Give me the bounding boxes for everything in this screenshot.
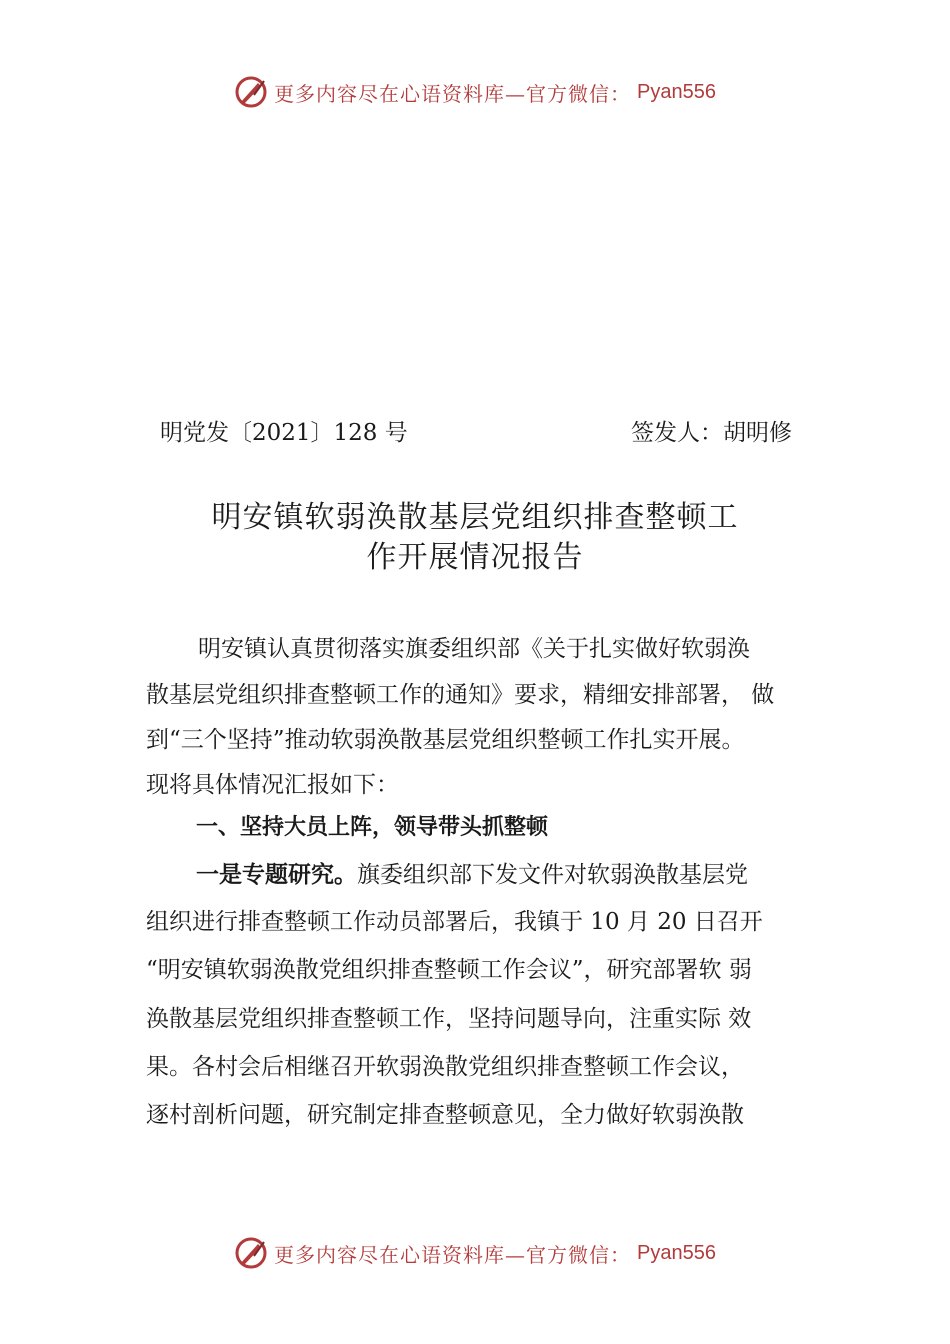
watermark-text: 更多内容尽在心语资料库—官方微信： (274, 81, 632, 106)
paragraph-line (196, 856, 748, 889)
quill-logo-icon (234, 1236, 268, 1270)
paragraph-line: 现将具体情况汇报如下： (146, 772, 399, 798)
page-title (120, 498, 830, 578)
paragraph-line: 散基层党组织排查整顿工作的通知》要求，精细安排部署， 做 (146, 682, 775, 708)
section-heading: 一、坚持大员上阵，领导带头抓整顿 (196, 815, 549, 840)
paragraph-lead: 一是专题研究。 (196, 862, 357, 888)
paragraph-line: 到“三个坚持”推动软弱涣散基层党组织整顿工作扎实开展。 (146, 727, 745, 753)
paragraph-line: 组织进行排查整顿工作动员部署后，我镇于 10 月 20 日召开 (146, 909, 763, 935)
title-line-2: 作开展情况报告 (366, 540, 584, 575)
watermark-banner-top (0, 72, 950, 112)
paragraph-line: “明安镇软弱涣散党组织排查整顿工作会议”，研究部署软 弱 (146, 957, 752, 983)
paragraph-text: 旗委组织部下发文件对软弱涣散基层党 (357, 862, 748, 888)
paragraph-line: 果。各村会后相继召开软弱涣散党组织排查整顿工作会议， (146, 1054, 744, 1080)
watermark-banner-bottom (0, 1233, 950, 1273)
paragraph-line: 明安镇认真贯彻落实旗委组织部《关于扎实做好软弱涣 (198, 636, 750, 662)
watermark-text: 更多内容尽在心语资料库—官方微信： (274, 1242, 632, 1267)
signer: 签发人：胡明修 (631, 420, 792, 446)
watermark-wechat-id: Pyan556 (637, 80, 716, 103)
quill-logo-icon (234, 75, 268, 109)
title-line-1: 明安镇软弱涣散基层党组织排查整顿工 (211, 500, 739, 535)
paragraph-line: 涣散基层党组织排查整顿工作，坚持问题导向，注重实际 效 (146, 1006, 752, 1032)
watermark-wechat-id: Pyan556 (637, 1241, 716, 1264)
document-number: 明党发〔2021〕128 号 (160, 420, 408, 446)
paragraph-line: 逐村剖析问题，研究制定排查整顿意见，全力做好软弱涣散 (146, 1102, 744, 1128)
document-meta (160, 414, 800, 448)
